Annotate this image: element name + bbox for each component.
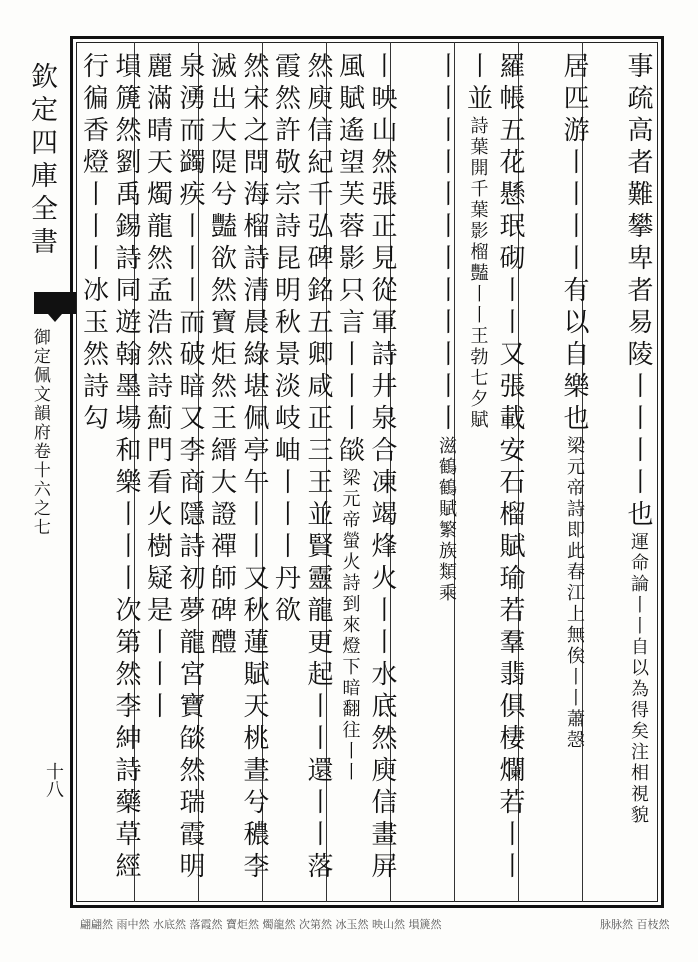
headword: 寶炬然 [226,918,259,931]
headword: 次第然 [299,918,332,931]
annotation: 詩葉開千葉影榴豔丨丨王勃七夕賦 [467,116,489,431]
headword: 燭龍然 [262,918,296,931]
annotation: 滋鶴鶴賦繁族類乘 [436,436,457,604]
text-column [534,52,590,892]
text-column [598,52,654,892]
headword: 映山然 [372,918,405,931]
headword: 翩翩然 [80,918,113,931]
section-title: 御定佩文韻府卷十六之七 [29,328,50,537]
text-column [462,52,526,892]
fish-tail-mark [34,292,76,314]
column-text: 塤篪然劉禹錫詩同遊翰墨場和樂丨丨丨次第然李紳詩藥草經行徧香燈丨丨丨冰玉然詩勾 [78,52,141,884]
book-title: 欽定四庫全書 [26,62,57,260]
column-text: 事疏高者難攀卑者易陵丨丨丨丨也 [623,52,653,532]
headword: 脉脉然 [600,918,633,931]
annotation: 梁元帝詩即此春江上無俟丨丨蕭愨 [564,436,585,751]
annotation: 梁元帝螢火詩到來燈下暗翻往丨丨 [339,468,361,783]
margin-strip [14,42,68,902]
column-text: 泉湧而蠲疾丨丨丨而破暗又李商隱詩初夢龍宮寶燄然瑞霞明麗滿晴天燭龍然孟浩然詩薊門看火樹疑是丨丨丨 [142,52,205,884]
text-column [270,52,334,892]
headword: 冰玉然 [335,918,369,931]
headword: 水底然 [153,918,186,931]
headword: 百枝然 [636,918,670,931]
column-text: 羅帳五花懸珉砌丨丨又張載安石榴賦瑜若羣翡俱棲爛若丨丨丨並 [462,52,525,884]
headword: 落霞然 [189,918,223,931]
text-column [78,52,142,892]
text-column [206,52,270,892]
headword: 塤篪然 [408,918,442,931]
text-column [334,52,398,892]
headword-list-rest [80,916,600,932]
column-text: 丨丨丨丨丨丨丨丨丨丨丨丨 [431,52,461,436]
column-text: 丨映山然張正見從軍詩井泉合凍竭烽火丨丨水底然庾信畫屏風賦遙望芙蓉影只言丨丨丨燄 [334,52,397,884]
text-column [406,52,462,892]
text-column [142,52,206,892]
column-text: 然庾信紀千弘碑銘五卿咸正三王並賢靈龍更起丨丨還丨丨落霞然許敬宗詩昆明秋景淡岐岫丨丨丨丹欲 [270,52,333,884]
column-text: 然宋之問海榴詩清晨綠堪佩亭午丨丨又秋蓮賦天桃晝兮穠李滅出大隄兮豔欲然寶炬然王縉大證禪師碑醴 [206,52,269,884]
page-number: 十八 [43,762,64,798]
headword-list [600,916,670,932]
column-text: 居匹游丨丨丨丨有以自樂也 [559,52,589,436]
headword: 雨中然 [116,918,150,931]
annotation: 運命論丨丨自以為得矣注相視貌 [628,532,649,826]
